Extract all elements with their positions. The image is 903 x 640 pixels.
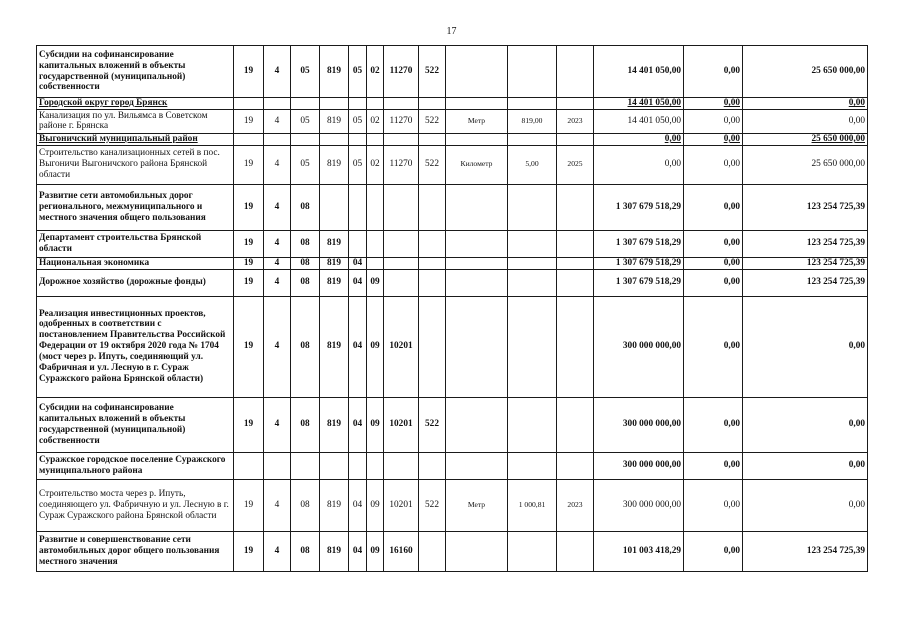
cell-code-2: 4 (264, 531, 291, 571)
cell-code-4: 819 (320, 145, 349, 184)
cell-code-8 (419, 452, 446, 479)
cell-amount-2: 0,00 (684, 133, 743, 145)
cell-name: Строительство канализационных сетей в пос. Выгоничи Выгоничского района Брянской области (37, 145, 234, 184)
cell-code-5: 04 (349, 269, 367, 296)
cell-code-8 (419, 133, 446, 145)
cell-amount-3: 123 254 725,39 (743, 269, 868, 296)
cell-amount-2: 0,00 (684, 230, 743, 257)
table-row (37, 145, 868, 184)
table-row (37, 269, 868, 296)
cell-amount-1: 300 000 000,00 (594, 296, 684, 397)
cell-amount-1: 1 307 679 518,29 (594, 184, 684, 230)
cell-code-6: 09 (367, 531, 384, 571)
cell-year (557, 531, 594, 571)
cell-code-2: 4 (264, 46, 291, 98)
cell-code-1: 19 (234, 397, 264, 452)
cell-amount-3: 25 650 000,00 (743, 145, 868, 184)
cell-amount-2: 0,00 (684, 452, 743, 479)
cell-code-5: 05 (349, 46, 367, 98)
cell-code-5: 04 (349, 257, 367, 269)
cell-amount-3: 25 650 000,00 (743, 46, 868, 98)
cell-code-5: 04 (349, 479, 367, 531)
cell-code-7 (384, 230, 419, 257)
cell-amount-3: 123 254 725,39 (743, 257, 868, 269)
cell-code-4: 819 (320, 296, 349, 397)
cell-unit (446, 397, 508, 452)
cell-code-6: 09 (367, 296, 384, 397)
table-row (37, 397, 868, 452)
cell-year (557, 133, 594, 145)
cell-code-4: 819 (320, 479, 349, 531)
cell-amount-1: 14 401 050,00 (594, 46, 684, 98)
cell-code-2: 4 (264, 397, 291, 452)
cell-unit (446, 133, 508, 145)
cell-code-4: 819 (320, 46, 349, 98)
cell-code-8: 522 (419, 397, 446, 452)
cell-amount-3: 0,00 (743, 109, 868, 133)
cell-code-7 (384, 257, 419, 269)
cell-code-3: 05 (291, 46, 320, 98)
cell-amount-1: 0,00 (594, 133, 684, 145)
cell-amount-3: 123 254 725,39 (743, 230, 868, 257)
cell-code-2: 4 (264, 269, 291, 296)
cell-code-4: 819 (320, 257, 349, 269)
cell-unit (446, 257, 508, 269)
table-row (37, 184, 868, 230)
cell-code-3: 05 (291, 109, 320, 133)
cell-code-6 (367, 230, 384, 257)
table-row (37, 46, 868, 98)
cell-amount-1: 300 000 000,00 (594, 397, 684, 452)
cell-amount-1: 101 003 418,29 (594, 531, 684, 571)
cell-code-4 (320, 184, 349, 230)
cell-amount-2: 0,00 (684, 296, 743, 397)
cell-quantity (508, 184, 557, 230)
cell-code-6: 09 (367, 269, 384, 296)
cell-year (557, 269, 594, 296)
cell-code-2: 4 (264, 184, 291, 230)
cell-amount-1: 1 307 679 518,29 (594, 269, 684, 296)
cell-code-1 (234, 98, 264, 110)
cell-amount-2: 0,00 (684, 531, 743, 571)
cell-code-6: 02 (367, 46, 384, 98)
cell-code-3 (291, 98, 320, 110)
cell-unit: Метр (446, 479, 508, 531)
budget-table (36, 45, 868, 572)
cell-year (557, 296, 594, 397)
cell-amount-1: 1 307 679 518,29 (594, 230, 684, 257)
cell-code-3: 08 (291, 269, 320, 296)
table-row (37, 109, 868, 133)
cell-code-6: 09 (367, 479, 384, 531)
cell-amount-1: 14 401 050,00 (594, 109, 684, 133)
cell-code-7 (384, 269, 419, 296)
cell-code-6 (367, 98, 384, 110)
cell-amount-1: 1 307 679 518,29 (594, 257, 684, 269)
cell-code-1: 19 (234, 479, 264, 531)
cell-code-3: 08 (291, 296, 320, 397)
cell-code-1: 19 (234, 257, 264, 269)
cell-name: Городской округ город Брянск (37, 98, 234, 110)
table-row (37, 133, 868, 145)
cell-code-5 (349, 452, 367, 479)
cell-amount-1: 300 000 000,00 (594, 452, 684, 479)
cell-code-7 (384, 98, 419, 110)
cell-year (557, 230, 594, 257)
cell-code-7 (384, 133, 419, 145)
cell-code-2 (264, 452, 291, 479)
cell-code-4: 819 (320, 397, 349, 452)
cell-code-1: 19 (234, 145, 264, 184)
cell-amount-2: 0,00 (684, 397, 743, 452)
cell-code-1: 19 (234, 296, 264, 397)
cell-amount-3: 25 650 000,00 (743, 133, 868, 145)
cell-amount-3: 0,00 (743, 98, 868, 110)
cell-code-5: 04 (349, 531, 367, 571)
cell-quantity (508, 269, 557, 296)
cell-code-6 (367, 133, 384, 145)
cell-unit (446, 230, 508, 257)
cell-code-4: 819 (320, 531, 349, 571)
cell-code-8 (419, 531, 446, 571)
cell-quantity: 819,00 (508, 109, 557, 133)
cell-code-1: 19 (234, 230, 264, 257)
cell-code-4: 819 (320, 269, 349, 296)
table-row (37, 98, 868, 110)
cell-amount-2: 0,00 (684, 145, 743, 184)
cell-name: Субсидии на софинансирование капитальных вложений в объекты государственной (муниципальной) собственности (37, 397, 234, 452)
cell-code-2: 4 (264, 145, 291, 184)
cell-code-4: 819 (320, 230, 349, 257)
cell-year (557, 184, 594, 230)
cell-year (557, 452, 594, 479)
cell-code-3: 08 (291, 479, 320, 531)
cell-code-2: 4 (264, 257, 291, 269)
cell-amount-2: 0,00 (684, 109, 743, 133)
cell-amount-2: 0,00 (684, 98, 743, 110)
cell-quantity (508, 296, 557, 397)
cell-code-8: 522 (419, 479, 446, 531)
cell-unit: Километр (446, 145, 508, 184)
cell-unit (446, 531, 508, 571)
table-row (37, 452, 868, 479)
cell-amount-2: 0,00 (684, 46, 743, 98)
cell-code-8 (419, 230, 446, 257)
cell-code-6: 09 (367, 397, 384, 452)
cell-code-8 (419, 98, 446, 110)
cell-code-1 (234, 133, 264, 145)
cell-code-8 (419, 257, 446, 269)
cell-code-6 (367, 184, 384, 230)
cell-quantity (508, 397, 557, 452)
cell-code-7: 10201 (384, 397, 419, 452)
cell-quantity (508, 531, 557, 571)
cell-code-1: 19 (234, 269, 264, 296)
cell-amount-3: 123 254 725,39 (743, 184, 868, 230)
cell-amount-3: 0,00 (743, 397, 868, 452)
cell-code-1 (234, 452, 264, 479)
table-row (37, 296, 868, 397)
cell-quantity (508, 257, 557, 269)
cell-unit (446, 452, 508, 479)
cell-unit: Метр (446, 109, 508, 133)
cell-code-7: 11270 (384, 109, 419, 133)
cell-quantity (508, 133, 557, 145)
page-number: 17 (446, 26, 457, 37)
cell-name: Национальная экономика (37, 257, 234, 269)
cell-code-3: 08 (291, 184, 320, 230)
cell-code-4 (320, 133, 349, 145)
table-row (37, 531, 868, 571)
cell-amount-3: 0,00 (743, 296, 868, 397)
cell-code-2 (264, 133, 291, 145)
cell-code-4 (320, 98, 349, 110)
cell-name: Канализация по ул. Вильямса в Советском районе г. Брянска (37, 109, 234, 133)
table-row (37, 230, 868, 257)
cell-code-6: 02 (367, 109, 384, 133)
cell-amount-3: 123 254 725,39 (743, 531, 868, 571)
cell-code-6 (367, 257, 384, 269)
cell-unit (446, 46, 508, 98)
cell-code-5 (349, 133, 367, 145)
cell-name: Субсидии на софинансирование капитальных вложений в объекты государственной (муниципальной) собственности (37, 46, 234, 98)
cell-year (557, 46, 594, 98)
cell-name: Развитие сети автомобильных дорог регионального, межмуниципального и местного значения общего пользования (37, 184, 234, 230)
cell-quantity (508, 452, 557, 479)
cell-amount-3: 0,00 (743, 479, 868, 531)
cell-quantity (508, 98, 557, 110)
cell-code-3 (291, 133, 320, 145)
cell-code-8: 522 (419, 145, 446, 184)
cell-code-7: 10201 (384, 296, 419, 397)
cell-code-2 (264, 98, 291, 110)
cell-year: 2023 (557, 109, 594, 133)
cell-code-3: 08 (291, 531, 320, 571)
cell-amount-1: 14 401 050,00 (594, 98, 684, 110)
cell-code-5: 05 (349, 145, 367, 184)
cell-code-3: 05 (291, 145, 320, 184)
table-row (37, 479, 868, 531)
cell-quantity: 5,00 (508, 145, 557, 184)
cell-code-7: 10201 (384, 479, 419, 531)
cell-code-1: 19 (234, 531, 264, 571)
cell-code-8 (419, 269, 446, 296)
cell-code-8: 522 (419, 46, 446, 98)
cell-code-1: 19 (234, 184, 264, 230)
table-row (37, 257, 868, 269)
cell-code-5 (349, 230, 367, 257)
cell-code-6: 02 (367, 145, 384, 184)
cell-code-4 (320, 452, 349, 479)
cell-year: 2023 (557, 479, 594, 531)
cell-code-3: 08 (291, 230, 320, 257)
cell-code-5 (349, 184, 367, 230)
cell-name: Строительство моста через р. Ипуть, соединяющего ул. Фабричную и ул. Лесную в г. Сураж Суражского района Брянской области (37, 479, 234, 531)
cell-code-3: 08 (291, 397, 320, 452)
cell-name: Реализация инвестиционных проектов, одобренных в соответствии с постановлением Правительства Российской Федерации от 19 октября 2020 года № 1704 (мост через р. Ипуть, соединяющий ул. Фабричная и ул. Лесную в г. Сураж Суражского района Брянской области) (37, 296, 234, 397)
cell-amount-2: 0,00 (684, 257, 743, 269)
cell-quantity: 1 000,81 (508, 479, 557, 531)
cell-amount-1: 300 000 000,00 (594, 479, 684, 531)
cell-code-3 (291, 452, 320, 479)
cell-amount-1: 0,00 (594, 145, 684, 184)
cell-name: Выгоничский муниципальный район (37, 133, 234, 145)
cell-amount-3: 0,00 (743, 452, 868, 479)
cell-code-8 (419, 184, 446, 230)
cell-year: 2025 (557, 145, 594, 184)
cell-code-7: 11270 (384, 145, 419, 184)
cell-code-5: 04 (349, 397, 367, 452)
table-body (37, 46, 868, 572)
cell-quantity (508, 230, 557, 257)
cell-code-7: 16160 (384, 531, 419, 571)
cell-code-7: 11270 (384, 46, 419, 98)
cell-name: Суражское городское поселение Суражского муниципального района (37, 452, 234, 479)
cell-code-2: 4 (264, 296, 291, 397)
cell-year (557, 397, 594, 452)
cell-year (557, 98, 594, 110)
cell-code-8 (419, 296, 446, 397)
cell-code-8: 522 (419, 109, 446, 133)
cell-unit (446, 184, 508, 230)
cell-code-6 (367, 452, 384, 479)
cell-amount-2: 0,00 (684, 479, 743, 531)
cell-code-5: 05 (349, 109, 367, 133)
cell-code-2: 4 (264, 109, 291, 133)
cell-name: Департамент строительства Брянской области (37, 230, 234, 257)
cell-name: Дорожное хозяйство (дорожные фонды) (37, 269, 234, 296)
cell-code-3: 08 (291, 257, 320, 269)
cell-code-4: 819 (320, 109, 349, 133)
cell-unit (446, 296, 508, 397)
cell-code-7 (384, 452, 419, 479)
cell-code-2: 4 (264, 479, 291, 531)
cell-code-1: 19 (234, 46, 264, 98)
cell-amount-2: 0,00 (684, 269, 743, 296)
cell-amount-2: 0,00 (684, 184, 743, 230)
cell-code-5 (349, 98, 367, 110)
cell-code-7 (384, 184, 419, 230)
cell-name: Развитие и совершенствование сети автомобильных дорог общего пользования местного значения (37, 531, 234, 571)
cell-code-2: 4 (264, 230, 291, 257)
cell-year (557, 257, 594, 269)
cell-unit (446, 98, 508, 110)
cell-code-5: 04 (349, 296, 367, 397)
cell-quantity (508, 46, 557, 98)
cell-code-1: 19 (234, 109, 264, 133)
cell-unit (446, 269, 508, 296)
